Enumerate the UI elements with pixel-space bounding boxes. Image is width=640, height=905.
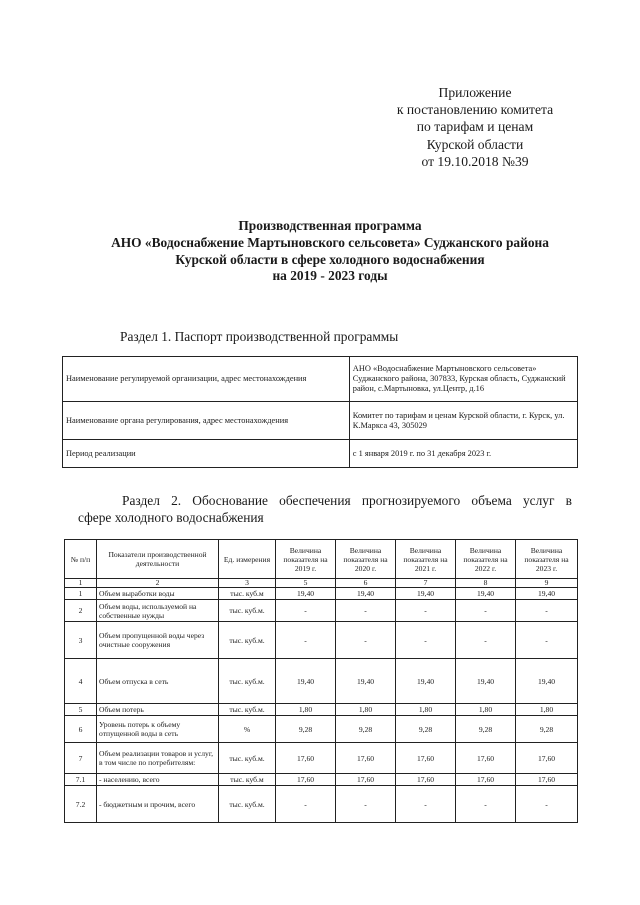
value-cell: 17,60: [336, 774, 396, 786]
value-cell: -: [276, 622, 336, 659]
row-number: 3: [65, 622, 97, 659]
indicator-name: Объем отпуска в сеть: [97, 659, 219, 704]
value-cell: 19,40: [456, 659, 516, 704]
value-cell: 19,40: [276, 588, 336, 600]
row-number: 7.1: [65, 774, 97, 786]
value-cell: 17,60: [456, 743, 516, 774]
passport-value: с 1 января 2019 г. по 31 декабря 2023 г.: [349, 440, 577, 468]
table-header-row: [65, 540, 578, 579]
value-cell: -: [276, 600, 336, 622]
table-row: [65, 716, 578, 743]
header-cell: № п/п: [65, 540, 97, 579]
value-cell: -: [456, 622, 516, 659]
value-cell: 9,28: [336, 716, 396, 743]
value-cell: 17,60: [516, 743, 578, 774]
value-cell: 9,28: [516, 716, 578, 743]
value-cell: 19,40: [336, 588, 396, 600]
value-cell: 17,60: [456, 774, 516, 786]
approval-line: от 19.10.2018 №39: [421, 153, 529, 169]
column-number: 3: [219, 579, 276, 588]
value-cell: -: [336, 786, 396, 823]
value-cell: 19,40: [336, 659, 396, 704]
value-cell: 9,28: [396, 716, 456, 743]
title-line: Производственная программа: [238, 218, 422, 233]
document-title: [60, 218, 600, 285]
column-number: 1: [65, 579, 97, 588]
value-cell: -: [396, 786, 456, 823]
value-cell: 19,40: [456, 588, 516, 600]
header-cell: Ед. измерения: [219, 540, 276, 579]
indicator-name: Объем пропущенной воды через очистные сооружения: [97, 622, 219, 659]
unit-cell: %: [219, 716, 276, 743]
unit-cell: тыс. куб.м: [219, 774, 276, 786]
value-cell: 17,60: [516, 774, 578, 786]
table-row: [65, 704, 578, 716]
indicators-table: [64, 539, 578, 823]
value-cell: -: [396, 622, 456, 659]
indicator-name: - населению, всего: [97, 774, 219, 786]
indicator-name: Уровень потерь к объему отпущенной воды в сеть: [97, 716, 219, 743]
row-number: 7: [65, 743, 97, 774]
passport-label: Наименование органа регулирования, адрес местонахождения: [63, 402, 350, 440]
value-cell: 19,40: [396, 659, 456, 704]
unit-cell: тыс. куб.м.: [219, 622, 276, 659]
title-line: АНО «Водоснабжение Мартыновского сельсовета» Суджанского района: [111, 234, 549, 250]
unit-cell: тыс. куб.м.: [219, 704, 276, 716]
value-cell: 9,28: [456, 716, 516, 743]
header-cell: Величина показателя на 2020 г.: [336, 540, 396, 579]
passport-value: Комитет по тарифам и ценам Курской области, г. Курск, ул. К.Маркса 43, 305029: [349, 402, 577, 440]
column-number: 7: [396, 579, 456, 588]
title-line: Курской области в сфере холодного водоснабжения: [175, 251, 485, 267]
passport-row: [63, 440, 578, 468]
column-number: 6: [336, 579, 396, 588]
section1-heading: Раздел 1. Паспорт производственной программы: [120, 329, 399, 344]
value-cell: -: [456, 786, 516, 823]
approval-line: Приложение: [438, 85, 512, 100]
unit-cell: тыс. куб.м.: [219, 600, 276, 622]
table-row: [65, 774, 578, 786]
column-number: 5: [276, 579, 336, 588]
column-number: 9: [516, 579, 578, 588]
row-number: 6: [65, 716, 97, 743]
value-cell: -: [276, 786, 336, 823]
header-cell: Величина показателя на 2021 г.: [396, 540, 456, 579]
value-cell: 1,80: [276, 704, 336, 716]
passport-row: [63, 402, 578, 440]
unit-cell: тыс. куб.м.: [219, 786, 276, 823]
header-cell: Величина показателя на 2023 г.: [516, 540, 578, 579]
value-cell: -: [396, 600, 456, 622]
value-cell: 19,40: [396, 588, 456, 600]
indicator-name: Объем потерь: [97, 704, 219, 716]
table-row: [65, 786, 578, 823]
value-cell: 1,80: [456, 704, 516, 716]
value-cell: 1,80: [396, 704, 456, 716]
value-cell: 19,40: [276, 659, 336, 704]
indicator-name: Объем реализации товаров и услуг, в том числе по потребителям:: [97, 743, 219, 774]
section2-heading: [78, 493, 572, 527]
passport-row: [63, 357, 578, 402]
value-cell: 17,60: [276, 774, 336, 786]
value-cell: 17,60: [396, 774, 456, 786]
title-line: на 2019 - 2023 годы: [272, 268, 388, 284]
section2-heading-line: сфере холодного водоснабжения: [78, 509, 264, 525]
value-cell: 9,28: [276, 716, 336, 743]
row-number: 5: [65, 704, 97, 716]
table-row: [65, 622, 578, 659]
passport-value: АНО «Водоснабжение Мартыновского сельсовета» Суджанского района, 307833, Курская область, Суджанский район, с.Мартыновка, ул.Центр, д.16: [349, 357, 577, 402]
unit-cell: тыс. куб.м.: [219, 743, 276, 774]
table-row: [65, 659, 578, 704]
unit-cell: тыс. куб.м.: [219, 659, 276, 704]
value-cell: -: [456, 600, 516, 622]
approval-line: Курской области: [426, 136, 524, 152]
section2-heading-line: Раздел 2. Обоснование обеспечения прогнозируемого объема услуг в: [122, 493, 572, 508]
passport-label: Период реализации: [63, 440, 350, 468]
row-number: 4: [65, 659, 97, 704]
row-number: 2: [65, 600, 97, 622]
value-cell: -: [336, 600, 396, 622]
approval-block: [370, 84, 580, 170]
row-number: 7.2: [65, 786, 97, 823]
value-cell: 17,60: [336, 743, 396, 774]
passport-table: [62, 356, 578, 468]
value-cell: 19,40: [516, 659, 578, 704]
value-cell: -: [516, 622, 578, 659]
indicator-name: Объем выработки воды: [97, 588, 219, 600]
table-row: [65, 588, 578, 600]
value-cell: 1,80: [516, 704, 578, 716]
value-cell: 1,80: [336, 704, 396, 716]
value-cell: 17,60: [276, 743, 336, 774]
value-cell: 19,40: [516, 588, 578, 600]
value-cell: -: [516, 786, 578, 823]
header-cell: Величина показателя на 2019 г.: [276, 540, 336, 579]
unit-cell: тыс. куб.м: [219, 588, 276, 600]
column-number: 2: [97, 579, 219, 588]
approval-line: по тарифам и ценам: [416, 119, 534, 135]
indicator-name: - бюджетным и прочим, всего: [97, 786, 219, 823]
row-number: 1: [65, 588, 97, 600]
value-cell: -: [516, 600, 578, 622]
indicator-name: Объем воды, используемой на собственные нужды: [97, 600, 219, 622]
header-cell: Величина показателя на 2022 г.: [456, 540, 516, 579]
column-number-row: [65, 579, 578, 588]
header-cell: Показатели производственной деятельности: [97, 540, 219, 579]
value-cell: -: [336, 622, 396, 659]
approval-line: к постановлению комитета: [396, 102, 554, 118]
value-cell: 17,60: [396, 743, 456, 774]
passport-label: Наименование регулируемой организации, адрес местонахождения: [63, 357, 350, 402]
table-row: [65, 743, 578, 774]
table-row: [65, 600, 578, 622]
column-number: 8: [456, 579, 516, 588]
